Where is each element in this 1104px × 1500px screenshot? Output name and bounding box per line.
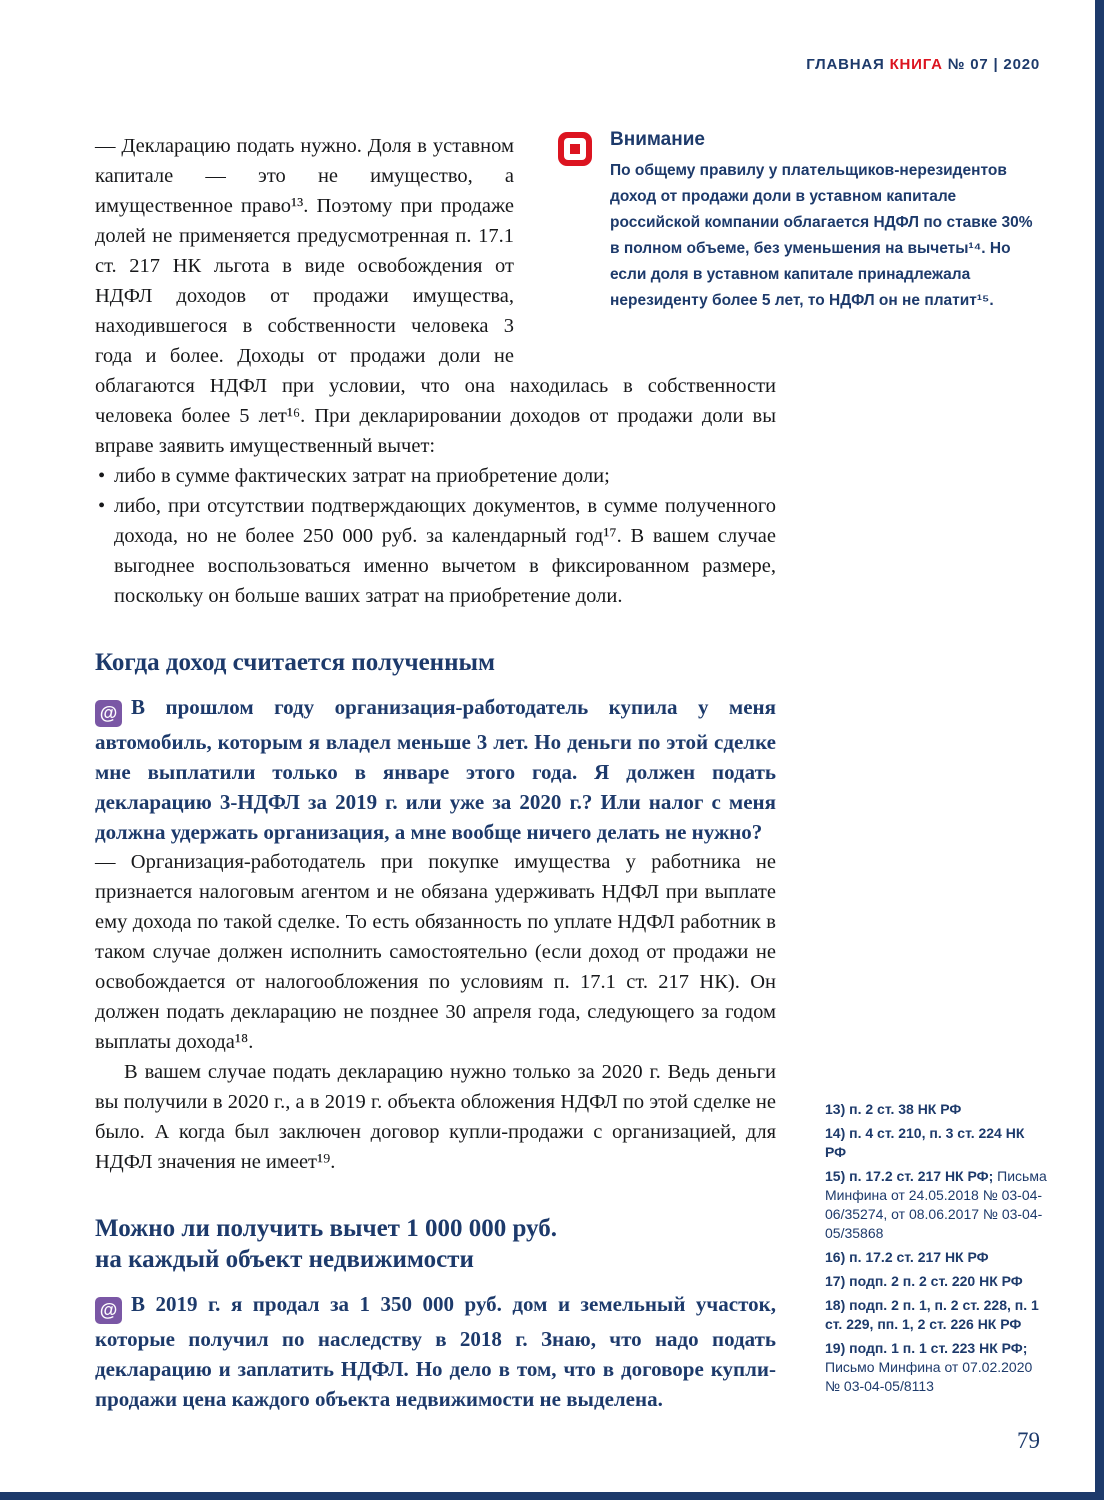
footnote-citation: п. 2 ст. 38 НК РФ (849, 1101, 962, 1117)
footnote-number: 17) (825, 1273, 846, 1289)
masthead-brand-main: ГЛАВНАЯ (806, 56, 885, 73)
article-main-column (95, 131, 776, 1414)
at-icon: @ (95, 700, 122, 727)
masthead-brand-accent: КНИГА (889, 56, 943, 73)
list-item: • либо в сумме фактических затрат на приобретение доли; (95, 461, 776, 491)
footnote-citation: подп. 2 п. 2 ст. 220 НК РФ (849, 1273, 1023, 1289)
intro-paragraph-text: — Декларацию подать нужно. Доля в уставном капитале — это не имущество, а имущественное право¹³. Поэтому при продаже долей не применяется предусмотренная п. 17.1 ст. 217 НК льгота в виде освобождения от НДФЛ доходов от продажи имущества, находившегося в собственности человека 3 года и более. Доходы от продажи доли не облагаются НДФЛ при условии, что она находилась в собственности человека более 5 лет¹⁶. При декларировании доходов от продажи доли вы вправе заявить имущественный вычет: (95, 135, 776, 457)
footnote-number: 16) (825, 1249, 846, 1265)
page-edge-right-bar (1095, 0, 1104, 1500)
footnote-detail: Письмо Минфина от 07.02.2020 № 03-04-05/8113 (825, 1359, 1033, 1394)
footnote-item (825, 1296, 1047, 1334)
callout-spacer (514, 131, 776, 371)
attention-callout-title: Внимание (610, 129, 705, 150)
footnote-item (825, 1124, 1047, 1162)
question-paragraph-2 (95, 1289, 776, 1414)
at-icon: @ (95, 1297, 122, 1324)
footnote-item (825, 1339, 1047, 1396)
footnote-number: 15) (825, 1168, 846, 1184)
section-heading-line-1: Можно ли получить вычет 1 000 000 руб. (95, 1215, 557, 1242)
footnote-number: 19) (825, 1340, 846, 1356)
section-heading-million-deduction (95, 1213, 776, 1275)
list-item: • либо, при отсутствии подтверждающих документов, в сумме полученного дохода, но не более 250 000 руб. за календарный год¹⁷. В вашем случае выгоднее воспользоваться именно вычетом в фиксированном размере, поскольку он больше ваших затрат на приобретение доли. (95, 491, 776, 611)
answer-paragraph-1: — Организация-работодатель при покупке имущества у работника не признается налоговым агентом и не обязана удерживать НДФЛ при выплате ему дохода по такой сделке. То есть обязанность по уплате НДФЛ работник в таком случае должен исполнить самостоятельно (если доход от продажи не освобождается от налогообложения по условиям п. 17.1 ст. 217 НК). Он должен подать декларацию не позднее 30 апреля года, следующего за годом выплаты дохода¹⁸. (95, 851, 776, 1053)
masthead (806, 56, 1040, 73)
section-heading-line-2: на каждый объект недвижимости (95, 1246, 474, 1273)
footnote-citation: п. 17.2 ст. 217 НК РФ (849, 1249, 989, 1265)
footnote-number: 18) (825, 1297, 846, 1313)
question-1-text: В прошлом году организация-работодатель купила у меня автомобиль, которым я владел меньше 3 лет. Но деньги по этой сделке мне выплатили только в январе этого года. Я должен подать декларацию 3-НДФЛ за 2019 г. или уже за 2020 г.? Или налог с меня должна удержать организация, а мне вообще ничего делать не нужно? (95, 695, 776, 844)
page-edge-bottom-bar (0, 1492, 1104, 1500)
footnotes-list (825, 1100, 1047, 1401)
footnote-number: 14) (825, 1125, 846, 1141)
footnote-item (825, 1100, 1047, 1119)
page-number: 79 (1017, 1428, 1040, 1453)
question-2-text: В 2019 г. я продал за 1 350 000 руб. дом и земельный участок, которые получил по наследству в 2018 г. Знаю, что надо подать декларацию и заплатить НДФЛ. Но дело в том, что в договоре купли-продажи цена каждого объекта недвижимости не выделена. (95, 1292, 776, 1411)
deduction-options-list (95, 461, 776, 611)
answer-paragraph-2: В вашем случае подать декларацию нужно только за 2020 г. Ведь деньги вы получили в 2020 г., а в 2019 г. объекта обложения НДФЛ по этой сделке не было. А когда был заключен договор купли-продажи с организацией, для НДФЛ значения не имеет¹⁹. (95, 1061, 776, 1173)
footnote-detail: Письма Минфина от 24.05.2018 № 03-04-06/35274, от 08.06.2017 № 03-04-05/35868 (825, 1168, 1047, 1241)
footnote-item (825, 1167, 1047, 1243)
footnote-item (825, 1248, 1047, 1267)
footnote-citation: подп. 1 п. 1 ст. 223 НК РФ; (849, 1340, 1028, 1356)
question-paragraph-1 (95, 692, 776, 847)
footnote-citation: п. 17.2 ст. 217 НК РФ; (849, 1168, 994, 1184)
footnote-citation: п. 4 ст. 210, п. 3 ст. 224 НК РФ (825, 1125, 1025, 1160)
masthead-issue: № 07 | 2020 (947, 56, 1040, 73)
attention-callout-body: По общему правилу у плательщиков-нерезидентов доход от продажи доли в уставном капитале российской компании облагается НДФЛ по ставке 30% в полном объеме, без уменьшения на вычеты¹⁴. Но если доля в уставном капитале принадлежала нерезиденту более 5 лет, то НДФЛ он не платит¹⁵. (610, 162, 1033, 309)
footnote-item (825, 1272, 1047, 1291)
footnote-citation: подп. 2 п. 1, п. 2 ст. 228, п. 1 ст. 229, пп. 1, 2 ст. 226 НК РФ (825, 1297, 1039, 1332)
section-heading-income-received: Когда доход считается полученным (95, 649, 496, 676)
footnote-number: 13) (825, 1101, 846, 1117)
intro-paragraph (95, 131, 776, 461)
